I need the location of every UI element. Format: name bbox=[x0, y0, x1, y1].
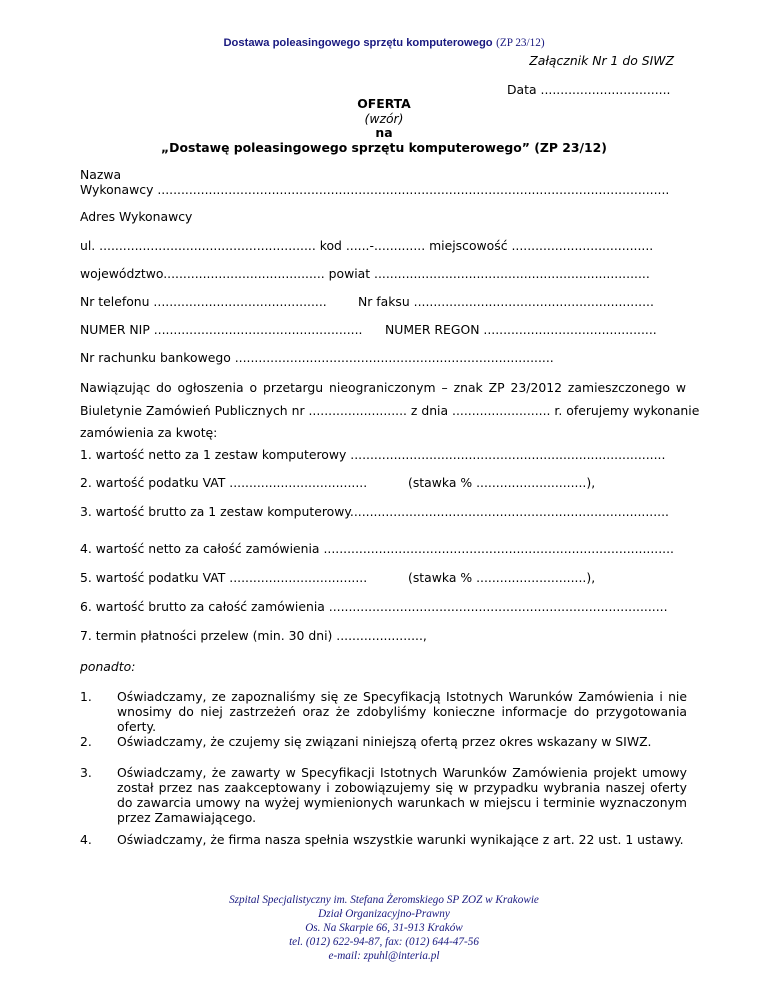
intro-line-2: Biuletynie Zamówień Publicznych nr ......................... z dnia ......................... r. oferujemy wykonanie bbox=[80, 403, 700, 418]
header-title: Dostawa poleasingowego sprzętu komputerowego bbox=[223, 37, 493, 49]
contractor-name-label: Nazwa bbox=[80, 167, 122, 182]
annex-label: Załącznik Nr 1 do SIWZ bbox=[529, 53, 674, 68]
amount-item: 6. wartość brutto za całość zamówienia ...................................................................................... bbox=[80, 599, 668, 614]
amount-item: 7. termin płatności przelew (min. 30 dni) ......................, bbox=[80, 628, 427, 643]
contractor-regon-line: NUMER REGON ............................................ bbox=[385, 322, 657, 337]
footer-phone-fax: tel. (012) 622-94-87, fax: (012) 644-47-56 bbox=[289, 936, 479, 948]
contractor-name-line: Wykonawcy .................................................................................................................................. bbox=[80, 182, 670, 197]
statement-text: Oświadczamy, ze zapoznaliśmy się ze Specyfikacją Istotnych Warunków Zamówienia i nie wnosimy do niej zastrzeżeń oraz że zdobyliśmy konieczne informacje do przygotowania oferty. bbox=[117, 689, 687, 734]
intro-line-3: zamówienia za kwotę: bbox=[80, 425, 218, 440]
statement-number: 3. bbox=[80, 765, 92, 780]
footer-department: Dział Organizacyjno-Prawny bbox=[318, 908, 450, 920]
footer-address: Os. Na Skarpie 66, 31-913 Kraków bbox=[305, 922, 463, 934]
intro-line-1: Nawiązując do ogłoszenia o przetargu nieograniczonym – znak ZP 23/2012 zamieszczonego w bbox=[80, 380, 686, 395]
amount-item: 4. wartość netto za całość zamówienia ......................................................................................... bbox=[80, 541, 675, 556]
document-header bbox=[0, 36, 768, 49]
contractor-nip-line: NUMER NIP ..................................................... bbox=[80, 322, 363, 337]
vat-rate: (stawka % ............................), bbox=[408, 570, 596, 585]
footer-hospital-name: Szpital Specjalistyczny im. Stefana Żeromskiego SP ZOZ w Krakowie bbox=[229, 894, 539, 906]
contractor-fax-line: Nr faksu ............................................................. bbox=[358, 294, 654, 309]
offer-subject: „Dostawę poleasingowego sprzętu komputerowego” (ZP 23/12) bbox=[161, 140, 607, 155]
amount-item: 2. wartość podatku VAT ................................... bbox=[80, 475, 368, 490]
contractor-voivodeship-line: województwo......................................... powiat ...................................................................... bbox=[80, 266, 650, 281]
offer-subtitle: (wzór) bbox=[364, 111, 404, 126]
contractor-phone-line: Nr telefonu ............................................ bbox=[80, 294, 327, 309]
ponadto-label: ponadto: bbox=[80, 659, 136, 674]
date-line: Data ................................. bbox=[507, 82, 671, 97]
offer-na: na bbox=[375, 125, 393, 140]
contractor-bank-line: Nr rachunku bankowego ................................................................................. bbox=[80, 350, 554, 365]
amount-item: 1. wartość netto za 1 zestaw komputerowy ................................................................................ bbox=[80, 447, 666, 462]
statement-text: Oświadczamy, że firma nasza spełnia wszystkie warunki wynikające z art. 22 ust. 1 ustawy. bbox=[117, 832, 684, 847]
contractor-street-line: ul. ....................................................... kod ......-............. miejscowość .................................... bbox=[80, 238, 654, 253]
statement-number: 4. bbox=[80, 832, 92, 847]
statement-number: 2. bbox=[80, 734, 92, 749]
amount-item: 5. wartość podatku VAT ................................... bbox=[80, 570, 368, 585]
header-code: (ZP 23/12) bbox=[496, 37, 545, 49]
statement-text: Oświadczamy, że czujemy się związani niniejszą ofertą przez okres wskazany w SIWZ. bbox=[117, 734, 652, 749]
statement-text: Oświadczamy, że zawarty w Specyfikacji Istotnych Warunków Zamówienia projekt umowy został przez nas zaakceptowany i zobowiązujemy się w przypadku wybrania naszej oferty do zawarcia umowy na wyżej wymienionych warunkach w miejscu i terminie wyznaczonym przez Zamawiającego. bbox=[117, 765, 687, 825]
offer-title: OFERTA bbox=[357, 96, 411, 111]
vat-rate: (stawka % ............................), bbox=[408, 475, 596, 490]
contractor-address-label: Adres Wykonawcy bbox=[80, 209, 193, 224]
footer-email: e-mail: zpuhl@interia.pl bbox=[328, 950, 440, 962]
amount-item: 3. wartość brutto za 1 zestaw komputerowy................................................................................. bbox=[80, 504, 669, 519]
statement-number: 1. bbox=[80, 689, 92, 704]
